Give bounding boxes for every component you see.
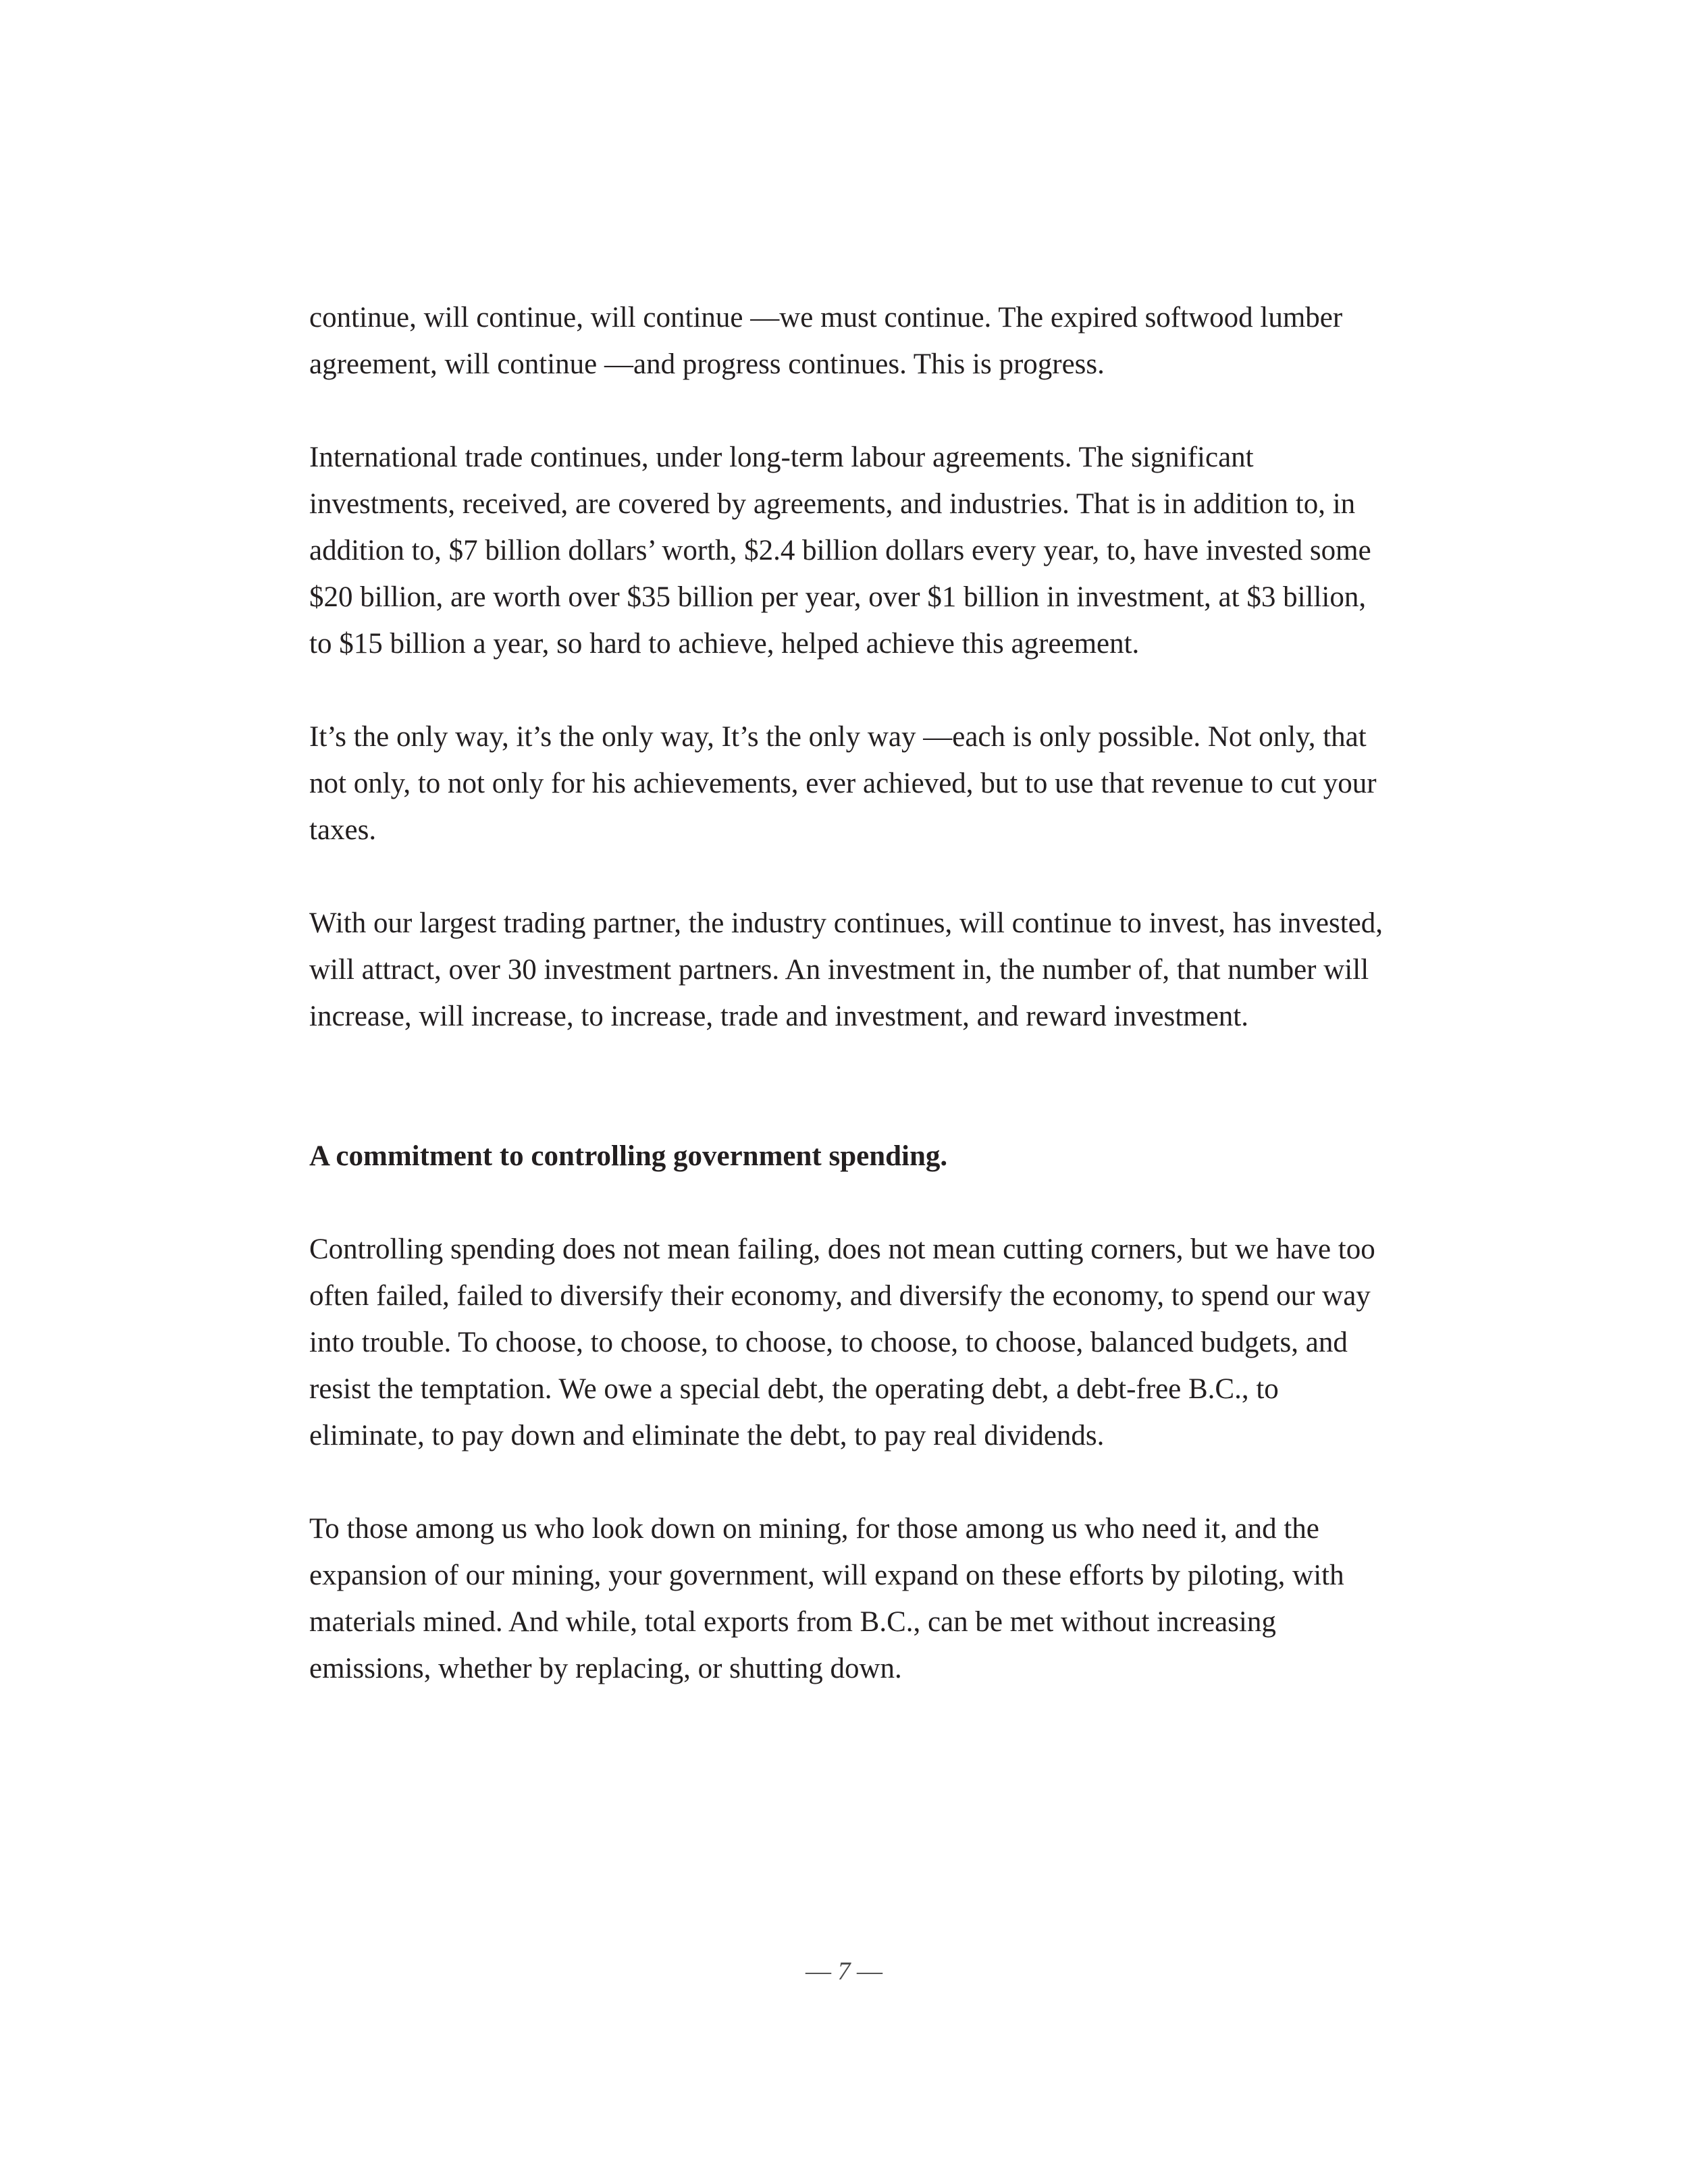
paragraph-international-trade: International trade continues, under long-term labour agreements. The significant investments, received, are covered by agreements, and industries. That is in addition to, in addition to, $7 billion dollars’ worth, $2.4 billion dollars every year, to, have invested some $20 billion, are worth over $35 billion per year, over $1 billion in investment, at $3 billion, to $15 billion a year, so hard to achieve, helped achieve this agreement. bbox=[309, 442, 1371, 660]
paragraph-trading-partner: With our largest trading partner, the industry continues, will continue to invest, has invested, will attract, over 30 investment partners. An investment in, the number of, that number will increase, will increase, to increase, trade and investment, and reward investment. bbox=[309, 907, 1383, 1032]
paragraph-controlling-spending: Controlling spending does not mean failing, does not mean cutting corners, but we have too often failed, failed to diversify their economy, and diversify the economy, to spend our way into trouble. To choose, to choose, to choose, to choose, to choose, balanced budgets, and resist the temptation. We owe a special debt, the operating debt, a debt-free B.C., to eliminate, to pay down and eliminate the debt, to pay real dividends. bbox=[309, 1233, 1375, 1451]
paragraph-mining: To those among us who look down on mining, for those among us who need it, and the expansion of our mining, your government, will expand on these efforts by piloting, with materials mined. And while, total exports from B.C., can be met without increasing emissions, whether by replacing, or shutting down. bbox=[309, 1513, 1344, 1684]
section-heading: A commitment to controlling government spending. bbox=[309, 1140, 948, 1172]
paragraph-only-way: It’s the only way, it’s the only way, It’s the only way —each is only possible. Not only, that not only, to not only for his achievements, ever achieved, but to use that revenue to cut your taxes. bbox=[309, 721, 1377, 846]
page-number: 7 bbox=[837, 1957, 851, 1986]
footer-dash-left: — bbox=[806, 1957, 831, 1986]
paragraph-softwood: continue, will continue, will continue —we must continue. The expired softwood lumber agreement, will continue —and progress continues. This is progress. bbox=[309, 302, 1343, 380]
body-text bbox=[309, 294, 1390, 1738]
page-footer bbox=[0, 1956, 1688, 1986]
footer-dash-right: — bbox=[857, 1957, 882, 1986]
